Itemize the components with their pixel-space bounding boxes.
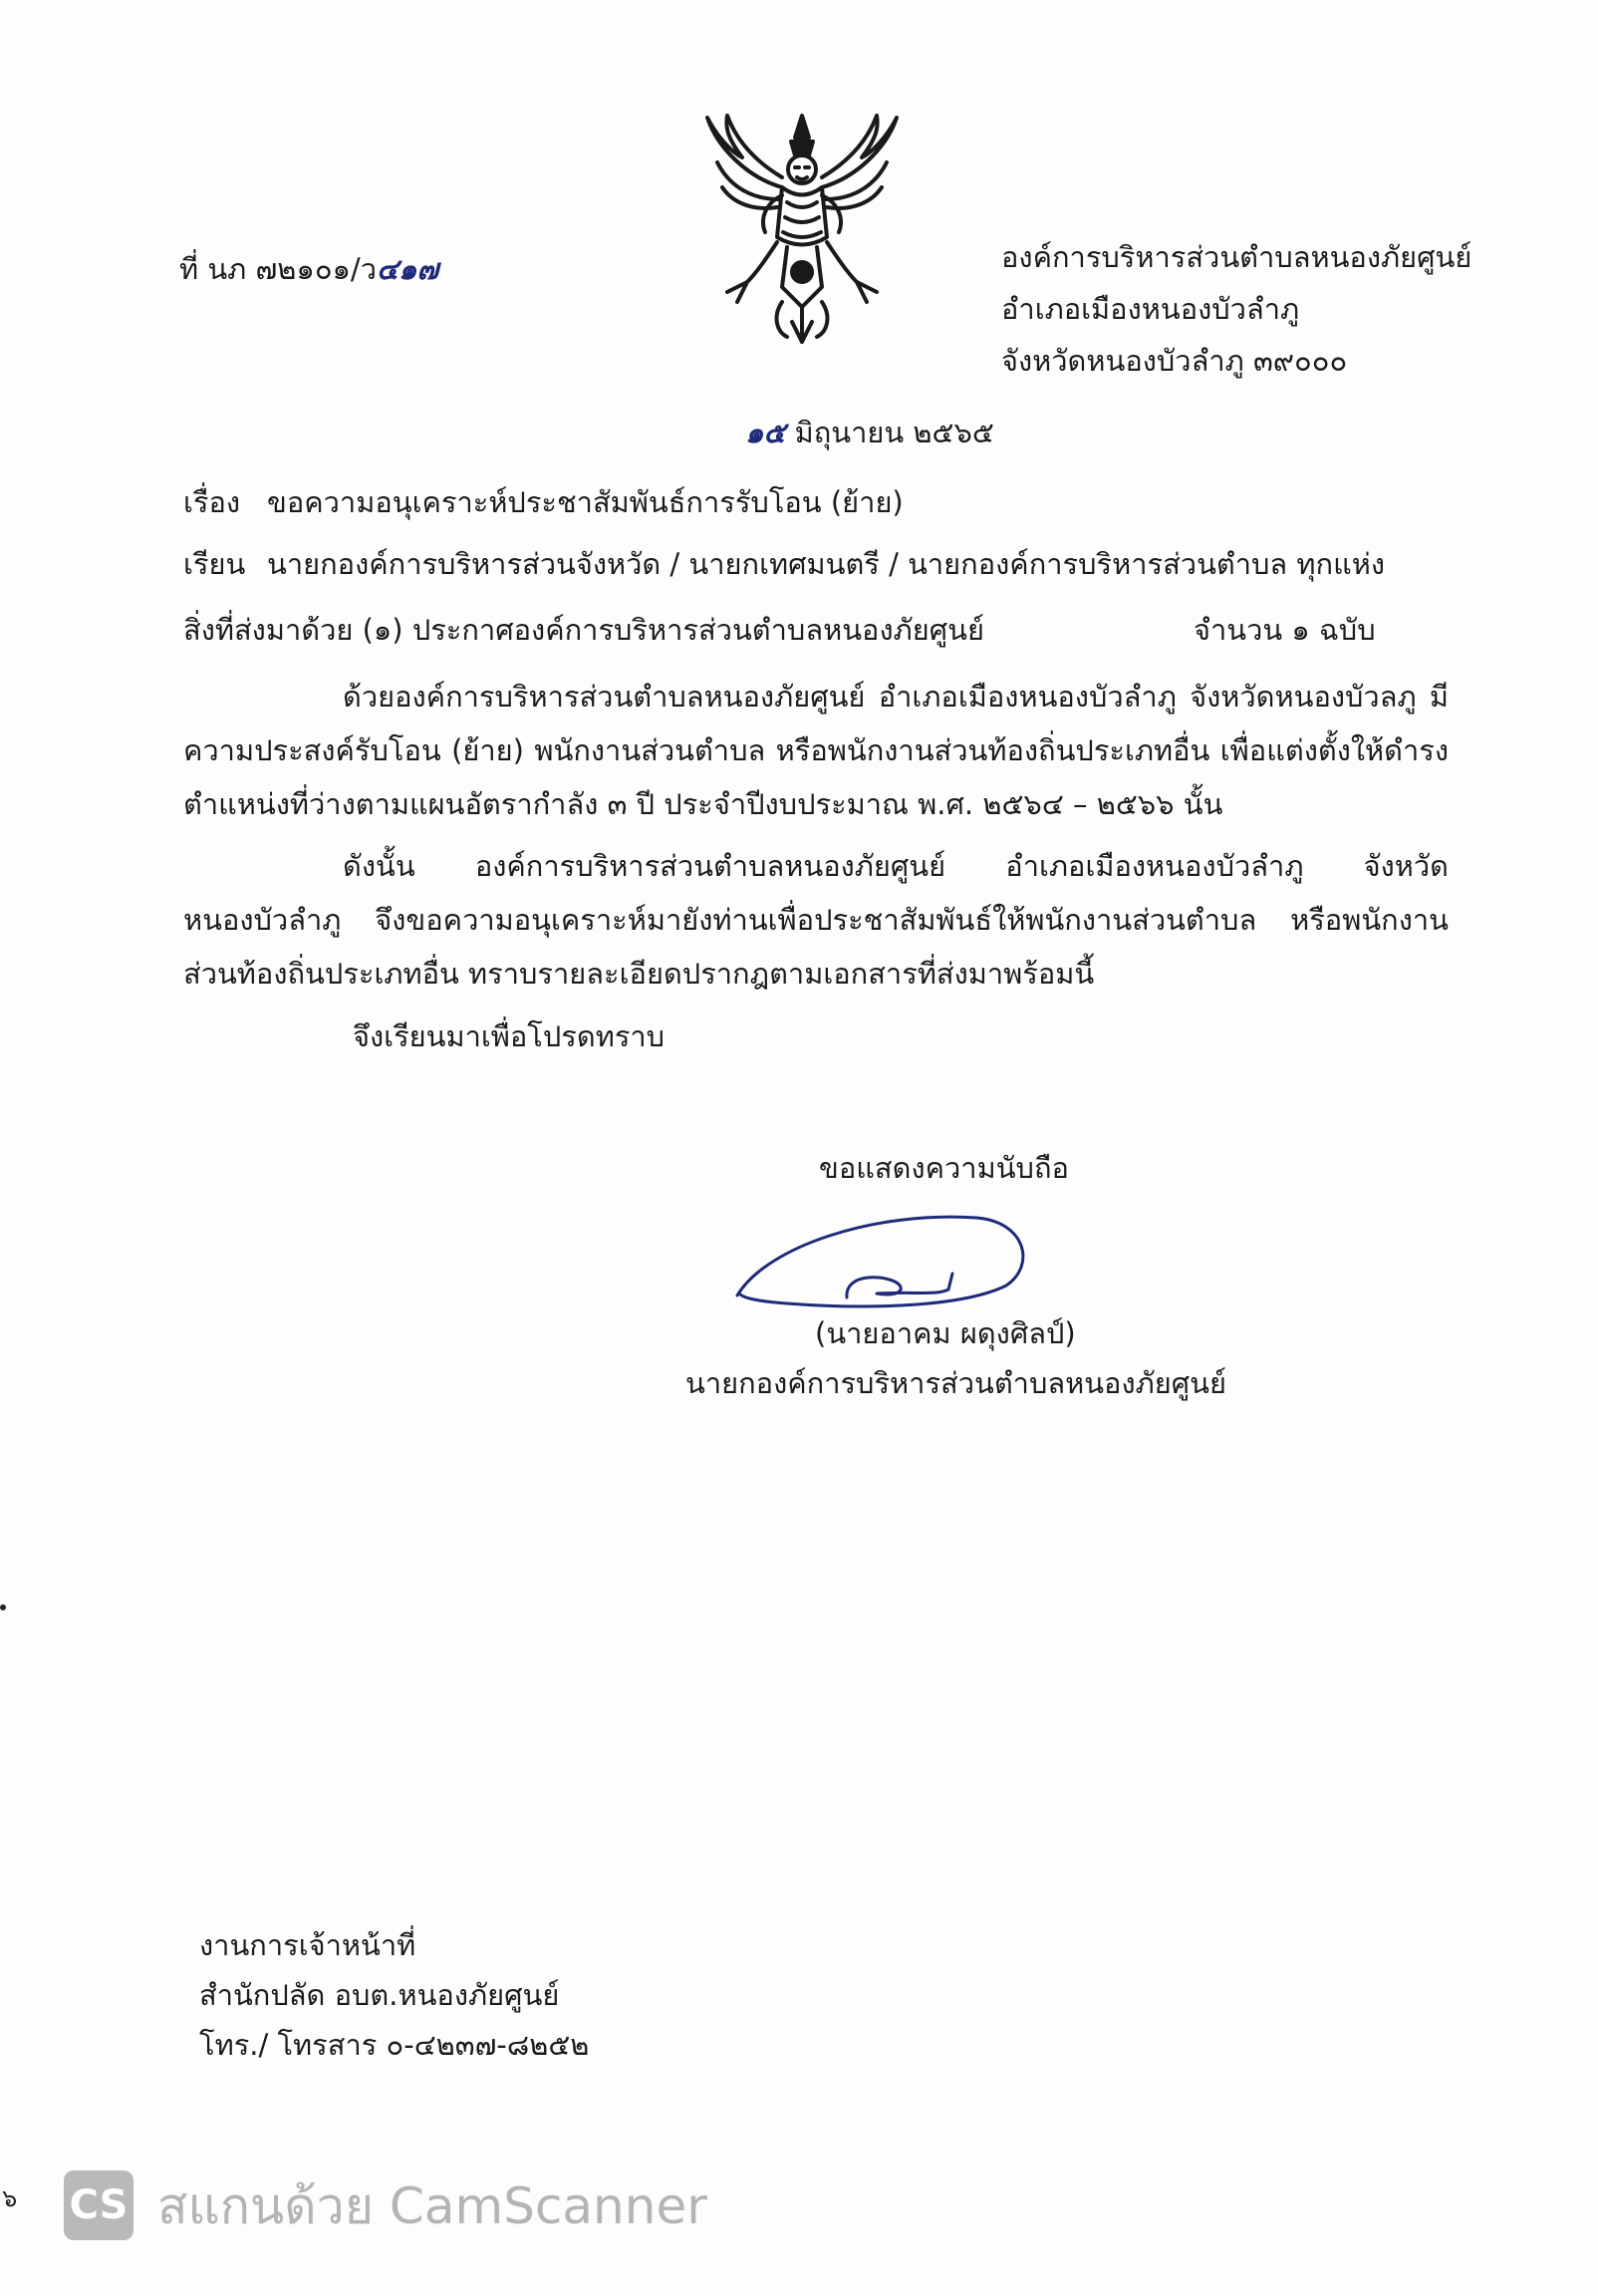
camscanner-logo-icon: CS (64, 2170, 133, 2240)
recipient-label: เรียน (183, 547, 246, 581)
signer-name: (นายอาคม ผดุงศิลป์) (815, 1316, 1076, 1350)
page-mark: ๖ (2, 2184, 18, 2212)
margin-dot (0, 1604, 6, 1610)
reference-number-handwritten: ๔๑๗ (377, 252, 439, 286)
body-paragraph-1: ด้วยองค์การบริหารส่วนตำบลหนองภัยศูนย์ อำเภอเมืองหนองบัวลำภู จังหวัดหนองบัวลภู มีความประสงค์รับโอน (ย้าย) พนักงานส่วนตำบล หรือพนักงานส่วนท้องถิ่นประเภทอื่น เพื่อแต่งตั้งให้ดำรงตำแหน่งที่ว่างตามแผนอัตรากำลัง ๓ ปี ประจำปีงบประมาณ พ.ศ. ๒๕๖๔ – ๒๕๖๖ นั้น (183, 680, 1449, 821)
recipient-text: นายกองค์การบริหารส่วนจังหวัด / นายกเทศมนตรี / นายกองค์การบริหารส่วนตำบล ทุกแห่ง (267, 547, 1386, 581)
sender-address-line-2: อำเภอเมืองหนองบัวลำภู (1001, 292, 1300, 326)
reference-number-printed: ที่ นภ ๗๒๑๐๑/ว (179, 252, 377, 286)
enclosure-quantity: จำนวน ๑ ฉบับ (1194, 613, 1376, 647)
signature-icon (727, 1206, 1036, 1325)
subject-label: เรื่อง (183, 485, 241, 519)
contact-phone: โทร./ โทรสาร ๐-๔๒๓๗-๘๒๕๒ (199, 2028, 590, 2062)
closing-line: จึงเรียนมาเพื่อโปรดทราบ (353, 1019, 666, 1053)
subject-text: ขอความอนุเคราะห์ประชาสัมพันธ์การรับโอน (ย้าย) (267, 485, 904, 519)
enclosure-text: สิ่งที่ส่งมาด้วย (๑) ประกาศองค์การบริหารส่วนตำบลหนองภัยศูนย์ (183, 613, 984, 647)
date-day-handwritten: ๑๕ (745, 416, 786, 449)
contact-office: สำนักปลัด อบต.หนองภัยศูนย์ (199, 1978, 560, 2012)
garuda-emblem-icon (687, 108, 917, 347)
document-date (745, 415, 994, 450)
body-paragraph-2: ดังนั้น องค์การบริหารส่วนตำบลหนองภัยศูนย์ อำเภอเมืองหนองบัวลำภู จังหวัดหนองบัวลำภู จึงขอความอนุเคราะห์มายังท่านเพื่อประชาสัมพันธ์ให้พนักงานส่วนตำบล หรือพนักงานส่วนท้องถิ่นประเภทอื่น ทราบรายละเอียดปรากฎตามเอกสารที่ส่งมาพร้อมนี้ (183, 849, 1449, 991)
sender-address-line-3: จังหวัดหนองบัวลำภู ๓๙๐๐๐ (1001, 344, 1348, 378)
regards: ขอแสดงความนับถือ (819, 1151, 1069, 1185)
date-month-year: มิถุนายน ๒๕๖๕ (794, 416, 994, 449)
signer-title: นายกองค์การบริหารส่วนตำบลหนองภัยศูนย์ (685, 1366, 1226, 1400)
reference-number (179, 251, 438, 287)
watermark-text: สแกนด้วย CamScanner (157, 2177, 707, 2235)
sender-address-line-1: องค์การบริหารส่วนตำบลหนองภัยศูนย์ (1001, 240, 1472, 274)
contact-department: งานการเจ้าหน้าที่ (199, 1928, 416, 1962)
